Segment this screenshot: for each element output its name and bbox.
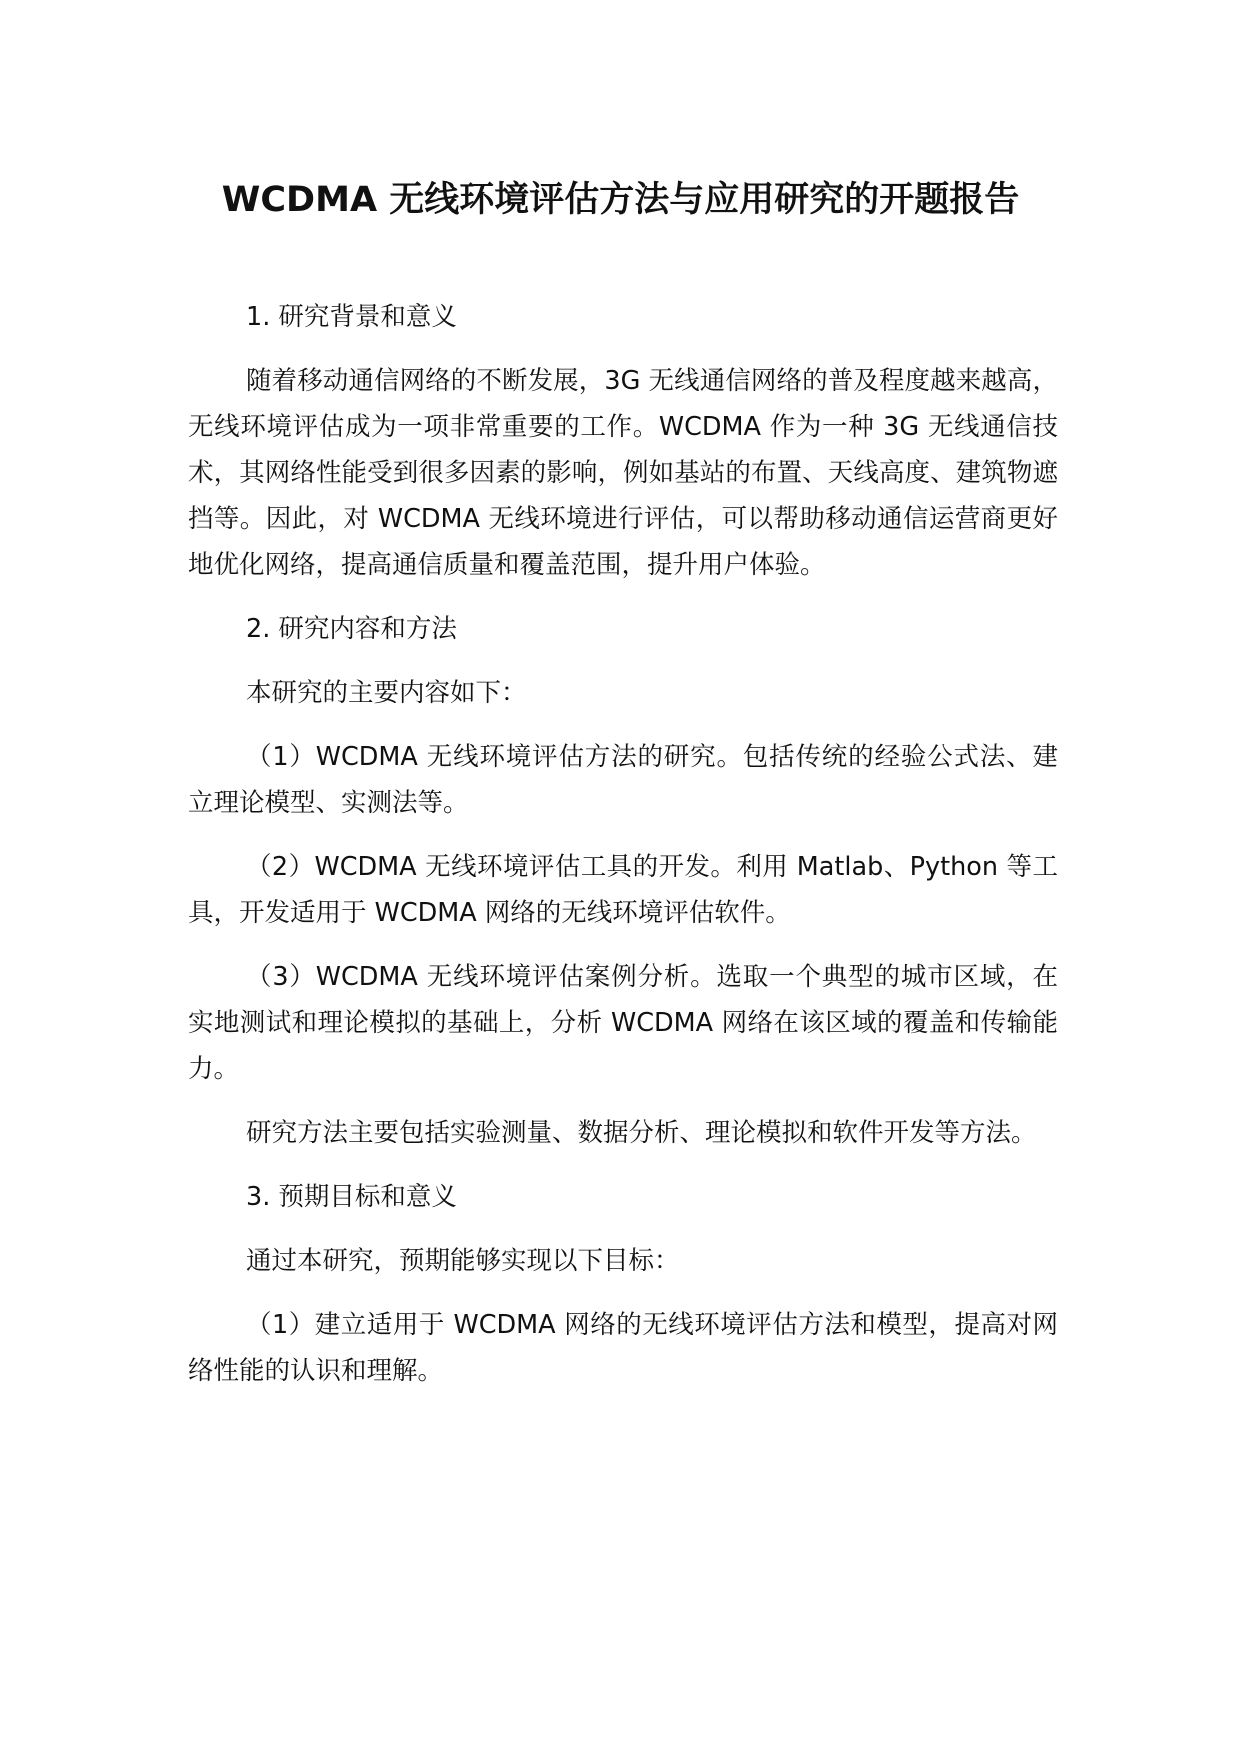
- document-body: [188, 294, 1058, 1412]
- paragraph-item-3: （3）WCDMA 无线环境评估案例分析。选取一个典型的城市区域，在实地测试和理论模拟的基础上，分析 WCDMA 网络在该区域的覆盖和传输能力。: [188, 962, 1058, 1084]
- paragraph-item-1: （1）WCDMA 无线环境评估方法的研究。包括传统的经验公式法、建立理论模型、实测法等。: [188, 742, 1058, 818]
- paragraph-content-intro: 本研究的主要内容如下：: [246, 678, 527, 708]
- paragraph-methods: 研究方法主要包括实验测量、数据分析、理论模拟和软件开发等方法。: [246, 1118, 1037, 1148]
- paragraph-goals-intro: 通过本研究，预期能够实现以下目标：: [246, 1246, 680, 1276]
- section-heading-content-method: 2. 研究内容和方法: [246, 614, 457, 644]
- paragraph-item-2: （2）WCDMA 无线环境评估工具的开发。利用 Matlab、Python 等工具，开发适用于 WCDMA 网络的无线环境评估软件。: [188, 852, 1058, 928]
- section-heading-background: 1. 研究背景和意义: [246, 302, 457, 332]
- paragraph-background: 随着移动通信网络的不断发展，3G 无线通信网络的普及程度越来越高，无线环境评估成为一项非常重要的工作。WCDMA 作为一种 3G 无线通信技术，其网络性能受到很多因素的影响，例如基站的布置、天线高度、建筑物遮挡等。因此，对 WCDMA 无线环境进行评估，可以帮助移动通信运营商更好地优化网络，提高通信质量和覆盖范围，提升用户体验。: [188, 366, 1058, 580]
- section-heading-goals: 3. 预期目标和意义: [246, 1182, 457, 1212]
- paragraph-goal-1: （1）建立适用于 WCDMA 网络的无线环境评估方法和模型，提高对网络性能的认识和理解。: [188, 1310, 1058, 1386]
- page-title: WCDMA 无线环境评估方法与应用研究的开题报告: [221, 180, 1020, 220]
